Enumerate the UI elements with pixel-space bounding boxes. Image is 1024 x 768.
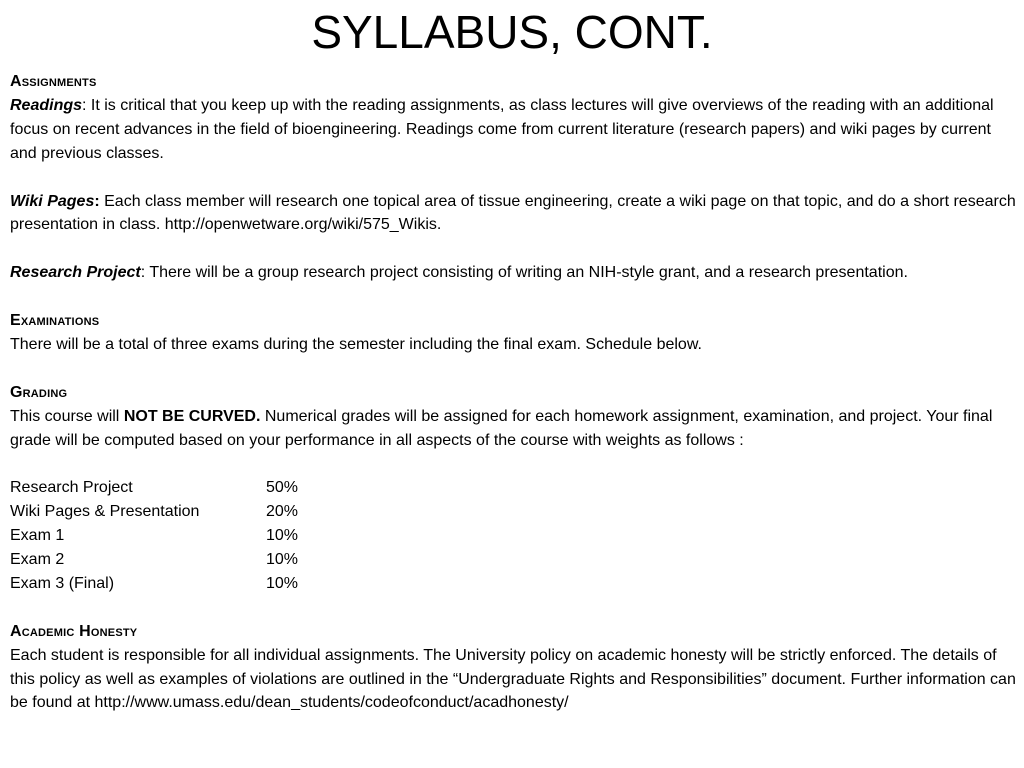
wiki-pages-text: Each class member will research one topical area of tissue engineering, create a wiki page on that topic, and do a short research presentation in class. http://openwetware.org/wiki/575_Wikis.	[10, 192, 1016, 234]
grade-row	[10, 524, 1018, 548]
grading-text-after: Numerical grades will be assigned for each homework assignment, examination, and project. Your final grade will be computed based on your performance in all aspects of the course with weights as follows :	[10, 407, 993, 449]
grade-row	[10, 500, 1018, 524]
grading-emphasis: NOT BE CURVED.	[123, 407, 261, 425]
readings-label: Readings	[10, 96, 83, 114]
academic-honesty-heading: Academic Honesty	[10, 622, 138, 640]
spacer	[10, 452, 1018, 476]
slide-body	[10, 70, 1018, 715]
grade-component-name: Exam 1	[10, 527, 65, 545]
wiki-pages-paragraph	[10, 190, 1018, 238]
grade-row	[10, 476, 1018, 500]
spacer	[10, 596, 1018, 620]
grade-component-weight: 10%	[266, 574, 299, 592]
grade-weights-table	[10, 476, 1018, 596]
grade-component-name: Exam 3 (Final)	[10, 574, 115, 592]
wiki-pages-label: Wiki Pages	[10, 192, 95, 210]
examinations-text: There will be a total of three exams during the semester including the final exam. Schedule below.	[10, 335, 702, 353]
grade-row	[10, 548, 1018, 572]
grading-paragraph	[10, 405, 1018, 453]
spacer	[10, 357, 1018, 381]
readings-text: : It is critical that you keep up with the reading assignments, as class lectures will give overviews of the reading with an additional focus on recent advances in the field of bioengineering. Readings come from current literature (research papers) and wiki pages by current and previous classes.	[10, 96, 994, 162]
grading-heading: Grading	[10, 383, 68, 401]
research-project-label: Research Project	[10, 264, 141, 282]
grade-component-weight: 10%	[266, 551, 299, 569]
spacer	[10, 237, 1018, 261]
readings-paragraph	[10, 94, 1018, 166]
grade-component-name: Research Project	[10, 479, 133, 497]
grade-component-weight: 20%	[266, 503, 299, 521]
grade-component-weight: 50%	[266, 479, 299, 497]
spacer	[10, 166, 1018, 190]
academic-honesty-text: Each student is responsible for all individual assignments. The University policy on academic honesty will be strictly enforced. The details of this policy as well as examples of violations are outlined in the “Undergraduate Rights and Responsibilities” document. Further information can be found at http://www.umass.edu/dean_students/codeofconduct/acadhonesty/	[10, 646, 1016, 712]
slide-title: SYLLABUS, CONT.	[311, 6, 713, 58]
grade-component-name: Wiki Pages & Presentation	[10, 503, 200, 521]
examinations-heading: Examinations	[10, 312, 100, 330]
research-project-text: : There will be a group research project consisting of writing an NIH-style grant, and a research presentation.	[140, 264, 908, 282]
assignments-heading: Assignments	[10, 73, 97, 90]
grade-component-name: Exam 2	[10, 551, 65, 569]
grading-text-before: This course will	[10, 407, 124, 425]
grade-row	[10, 572, 1018, 596]
wiki-pages-colon: :	[94, 192, 100, 210]
grade-component-weight: 10%	[266, 527, 299, 545]
spacer	[10, 285, 1018, 309]
research-project-paragraph	[10, 261, 1018, 285]
